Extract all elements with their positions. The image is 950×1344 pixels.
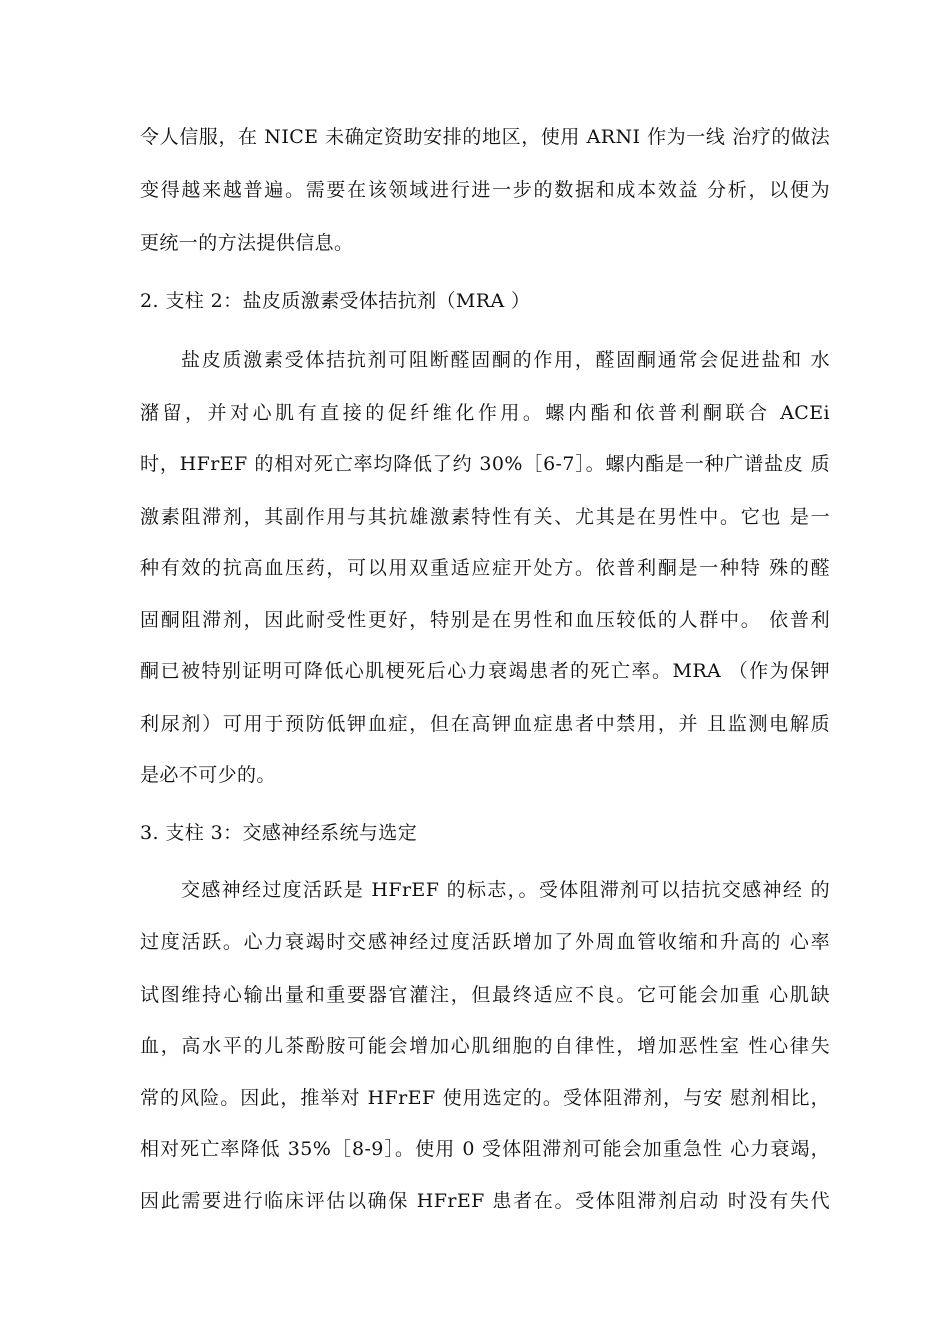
paragraph-line: 盐皮质激素受体拮抗剂可阻断醛固酮的作用，醛固酮通常会促进盐和 水 (181, 349, 830, 371)
paragraph-line: 时，HFrEF 的相对死亡率均降低了约 30%［6-7］。螺内酯是一种广谱盐皮 质 (140, 453, 830, 475)
paragraph-line: 更统一的方法提供信息。 (140, 232, 354, 254)
paragraph-line: 令人信服，在 NICE 未确定资助安排的地区，使用 ARNI 作为一线 治疗的做法 (140, 126, 830, 148)
paragraph-line: 交感神经过度活跃是 HFrEF 的标志，。受体阻滞剂可以拮抗交感神经 的 (181, 879, 830, 901)
paragraph-line: 是必不可少的。 (140, 764, 276, 786)
paragraph-line: 相对死亡率降低 35%［8-9］。使用 0 受体阻滞剂可能会加重急性 心力衰竭， (140, 1138, 830, 1160)
paragraph-line: 酮已被特别证明可降低心肌梗死后心力衰竭患者的死亡率。MRA （作为保钾 (140, 660, 830, 682)
paragraph-line: 血，高水平的儿茶酚胺可能会增加心肌细胞的自律性，增加恶性室 性心律失 (140, 1035, 830, 1057)
paragraph-line: 潴留，并对心肌有直接的促纤维化作用。螺内酯和依普利酮联合 ACEi (140, 402, 830, 424)
paragraph-line: 变得越来越普遍。需要在该领域进行进一步的数据和成本效益 分析，以便为 (140, 179, 830, 201)
paragraph-line: 过度活跃。心力衰竭时交感神经过度活跃增加了外周血管收缩和升高的 心率 (140, 931, 830, 953)
paragraph-line: 固酮阻滞剂，因此耐受性更好，特别是在男性和血压较低的人群中。 依普利 (140, 609, 830, 631)
paragraph-line: 种有效的抗高血压药，可以用双重适应症开处方。依普利酮是一种特 殊的醛 (140, 557, 830, 579)
section-heading: 2. 支柱 2：盐皮质激素受体拮抗剂（MRA ） (140, 290, 531, 312)
paragraph-line: 试图维持心输出量和重要器官灌注，但最终适应不良。它可能会加重 心肌缺 (140, 984, 830, 1006)
paragraph-line: 激素阻滞剂，其副作用与其抗雄激素特性有关、尤其是在男性中。它也 是一 (140, 506, 830, 528)
paragraph-line: 利尿剂）可用于预防低钾血症，但在高钾血症患者中禁用，并 且监测电解质 (140, 713, 830, 735)
paragraph-line: 因此需要进行临床评估以确保 HFrEF 患者在。受体阻滞剂启动 时没有失代 (140, 1190, 830, 1212)
paragraph-line: 常的风险。因此，推举对 HFrEF 使用选定的。受体阻滞剂，与安 慰剂相比， (140, 1087, 830, 1109)
section-heading: 3. 支柱 3：交感神经系统与选定 (140, 822, 418, 844)
